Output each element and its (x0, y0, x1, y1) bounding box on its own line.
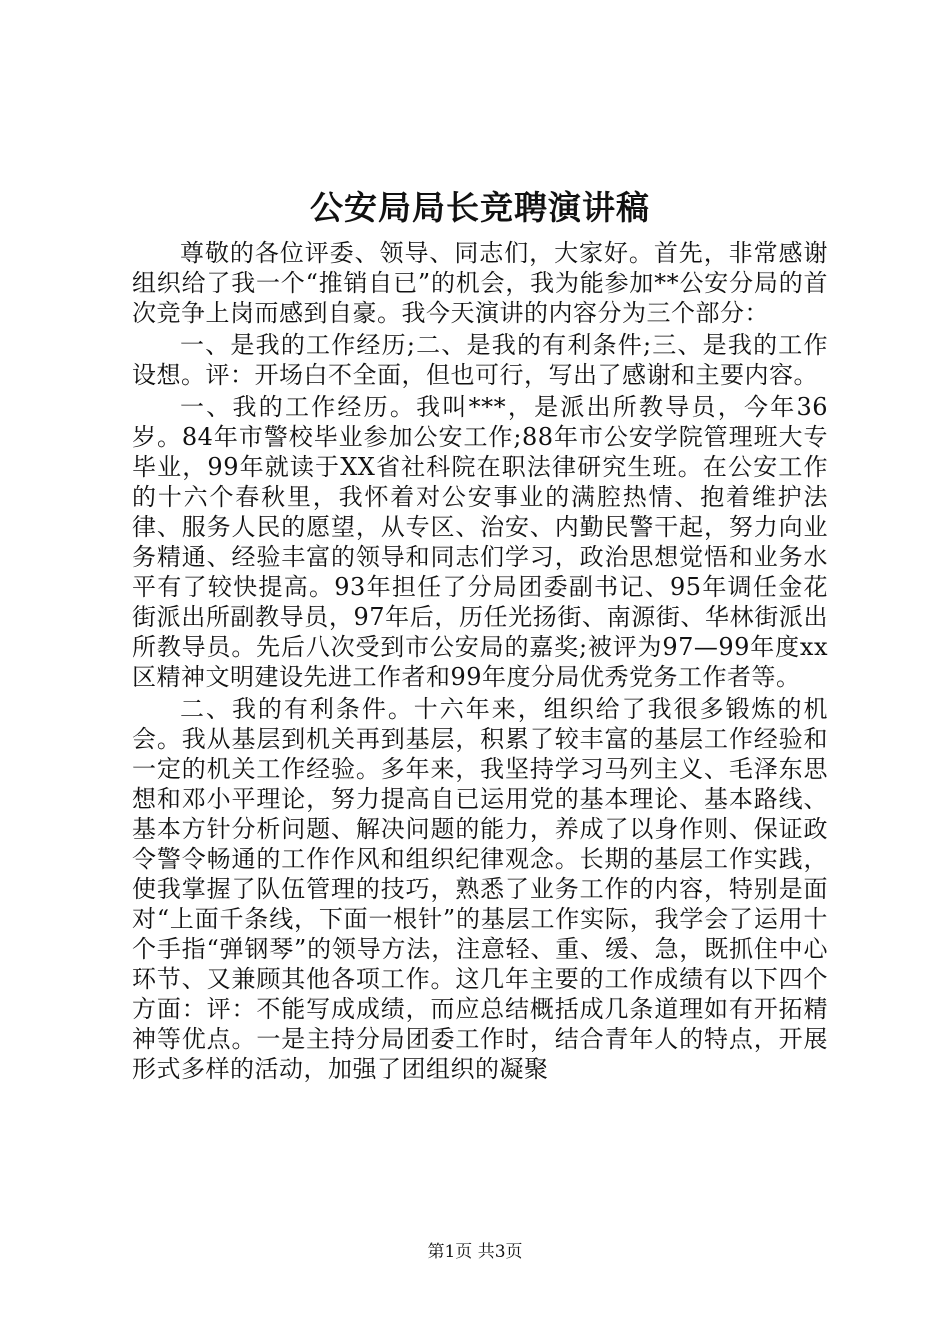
page-footer: 第1页 共3页 (427, 1242, 523, 1262)
document-page (132, 184, 828, 1086)
paragraph-advantages: 二、我的有利条件。十六年来，组织给了我很多锻炼的机会。我从基层到机关再到基层，积累了较丰富的基层工作经验和一定的机关工作经验。多年来，我坚持学习马列主义、毛泽东思想和邓小平理论，努力提高自已运用党的基本理论、基本路线、基本方针分析问题、解决问题的能力，养成了以身作则、保证政令警令畅通的工作作风和组织纪律观念。长期的基层工作实践，使我掌握了队伍管理的技巧，熟悉了业务工作的内容，特别是面对“上面千条线，下面一根针”的基层工作实际，我学会了运用十个手指“弹钢琴”的领导方法，注意轻、重、缓、急，既抓住中心环节、又兼顾其他各项工作。这几年主要的工作成绩有以下四个方面：评：不能写成成绩，而应总结概括成几条道理如有开拓精神等优点。一是主持分局团委工作时，结合青年人的特点，开展形式多样的活动，加强了团组织的凝聚 (132, 695, 828, 1083)
paragraph-outline: 一、是我的工作经历;二、是我的有利条件;三、是我的工作设想。评：开场白不全面，但也可行，写出了感谢和主要内容。 (132, 331, 828, 389)
document-title: 公安局局长竞聘演讲稿 (310, 188, 650, 227)
paragraph-greeting: 尊敬的各位评委、领导、同志们，大家好。首先，非常感谢组织给了我一个“推销自已”的机会，我为能参加**公安分局的首次竞争上岗而感到自豪。我今天演讲的内容分为三个部分： (132, 239, 828, 327)
paragraph-work-experience: 一、我的工作经历。我叫***，是派出所教导员，今年36岁。84年市警校毕业参加公安工作;88年市公安学院管理班大专毕业，99年就读于XX省社科院在职法律研究生班。在公安工作的十六个春秋里，我怀着对公安事业的满腔热情、抱着维护法律、服务人民的愿望，从专区、治安、内勤民警干起，努力向业务精通、经验丰富的领导和同志们学习，政治思想觉悟和业务水平有了较快提高。93年担任了分局团委副书记、95年调任金花街派出所副教导员，97年后，历任光扬街、南源街、华林街派出所教导员。先后八次受到市公安局的嘉奖;被评为97—99年度xx区精神文明建设先进工作者和99年度分局优秀党务工作者等。 (132, 393, 828, 691)
